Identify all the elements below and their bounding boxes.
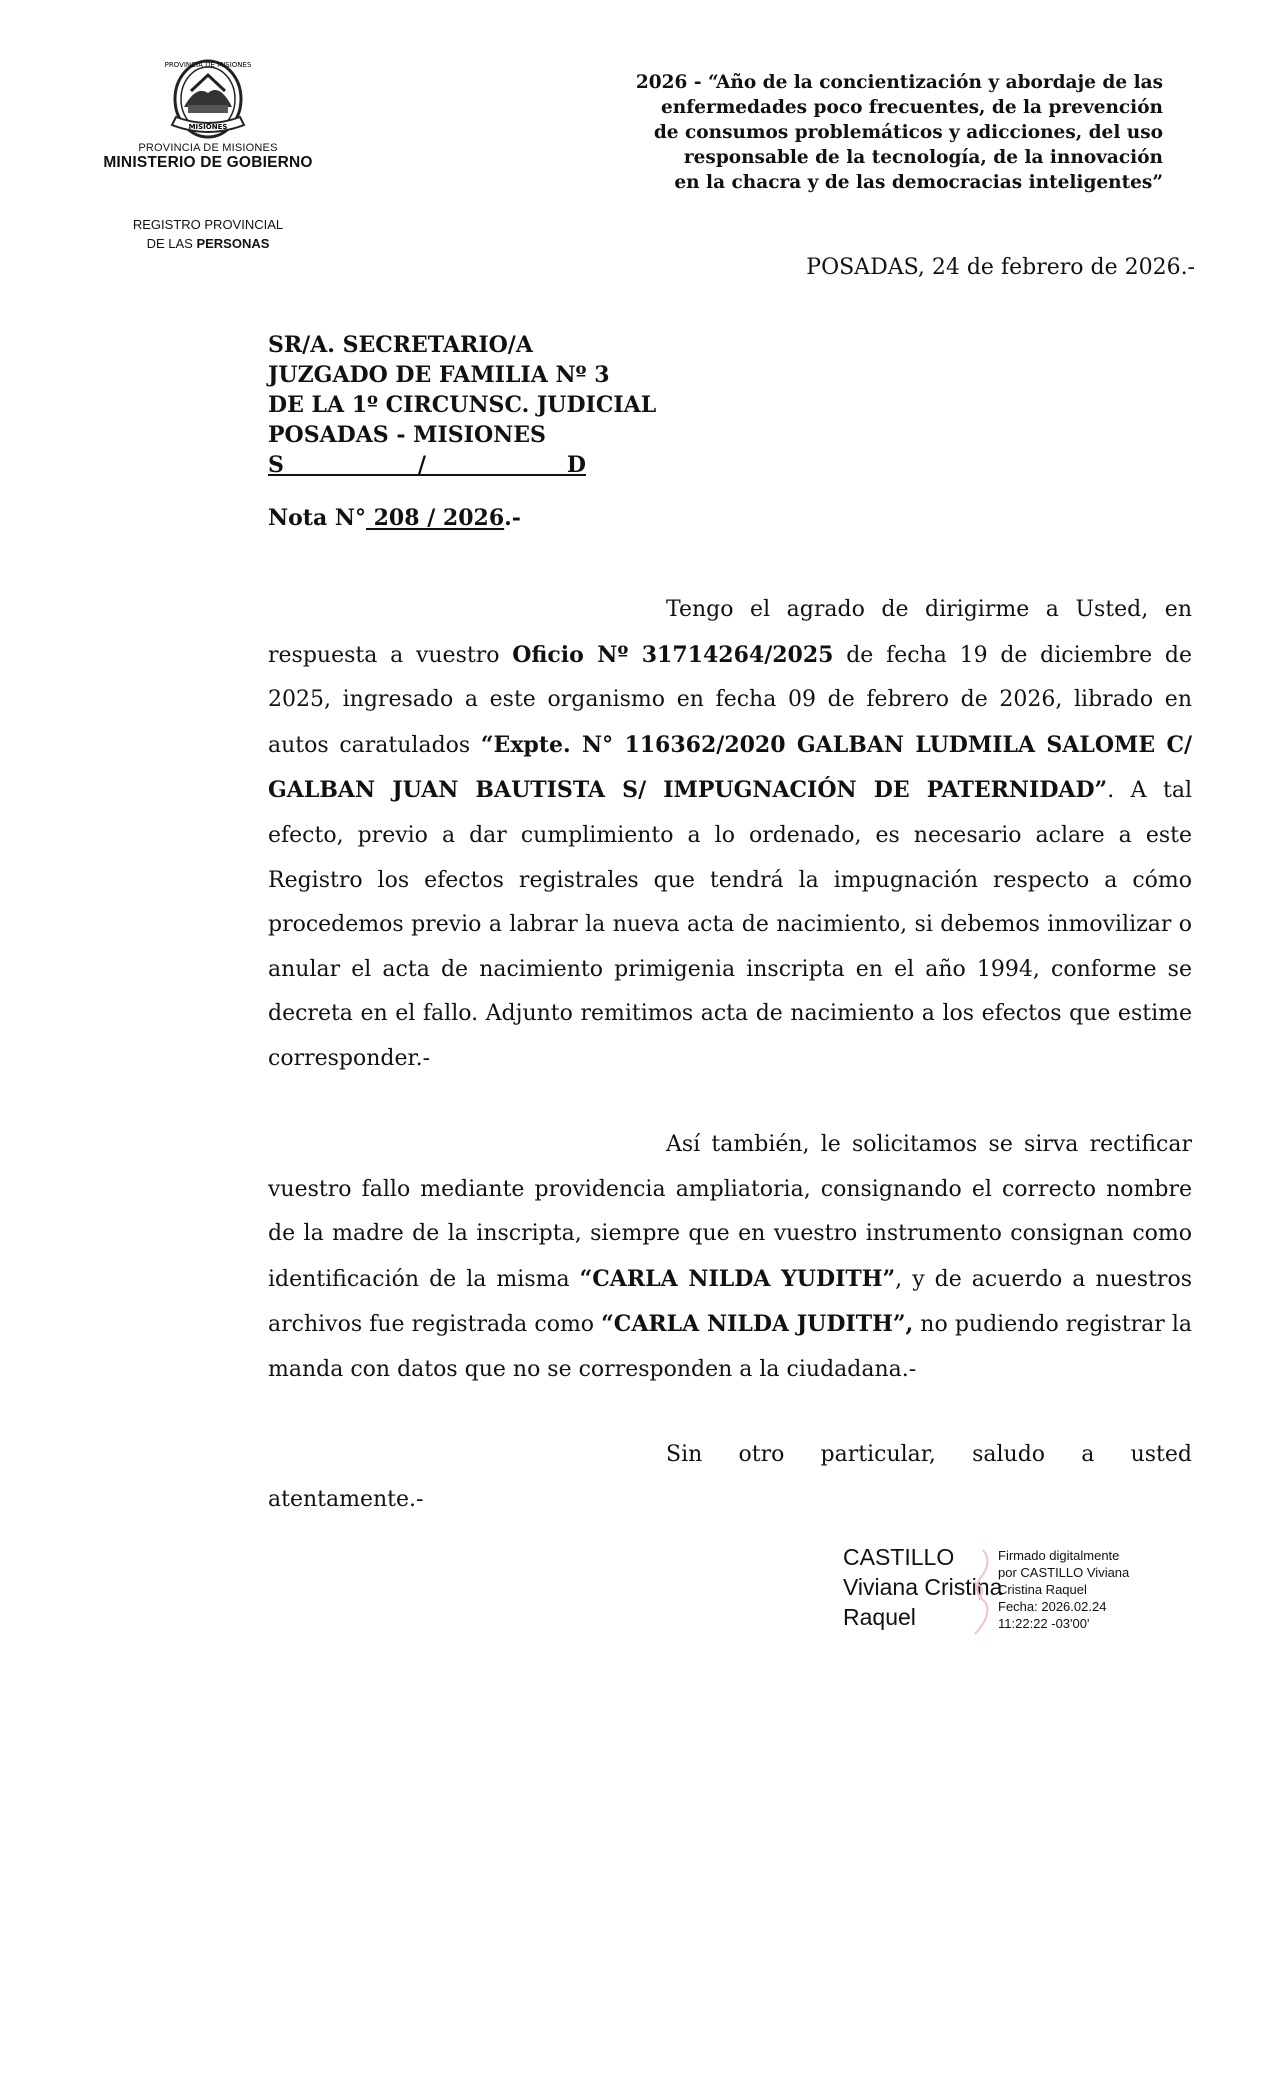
- stamp-line: Cristina Raquel: [998, 1582, 1087, 1597]
- seal-ribbon-text: MISIONES: [188, 123, 228, 131]
- digital-signature: [843, 1542, 1223, 1642]
- closing-text: Sin otro particular, saludo a usted atentamente.-: [268, 1442, 1192, 1512]
- letter-date: POSADAS, 24 de febrero de 2026.-: [806, 255, 1195, 280]
- recipient-line: POSADAS - MISIONES: [268, 422, 546, 448]
- note-suffix: .-: [504, 505, 521, 531]
- recipient-line: JUZGADO DE FAMILIA Nº 3: [268, 362, 610, 388]
- p1-text-3: . A tal efecto, previo a dar cumplimiento a lo ordenado, es necesario aclare a este Registro los efectos registrales que tendrá la impugnación respecto a cómo procedemos previo a labrar la nueva acta de nacimiento, si debemos inmovilizar o anular el acta de nacimiento primigenia inscripta en el año 1994, conforme se decreta en el fallo. Adjunto remitimos acta de nacimiento a los efectos que estime corresponder.-: [268, 778, 1192, 1071]
- paragraph-2: [268, 1123, 1192, 1393]
- stamp-line: Firmado digitalmente: [998, 1548, 1120, 1563]
- year-motto: [563, 70, 1163, 195]
- signer-name-line: CASTILLO: [843, 1544, 955, 1570]
- motto-line: enfermedades poco frecuentes, de la prevención: [661, 97, 1163, 118]
- province-name: PROVINCIA DE MISIONES: [138, 142, 278, 154]
- registry-line-2-prefix: DE LAS: [146, 236, 197, 251]
- registry-line-2: [88, 234, 328, 253]
- p2-text-3: no pudiendo registrar la manda con datos que no se corresponden a la ciudadana.-: [268, 1312, 1192, 1382]
- stamp-line: Fecha: 2026.02.24: [998, 1599, 1107, 1614]
- signature-stamp: [998, 1547, 1129, 1632]
- p2-name-judith: “CARLA NILDA JUDITH”,: [601, 1311, 914, 1338]
- paragraph-1: [268, 588, 1192, 1082]
- signature-mark-icon: [953, 1542, 1003, 1642]
- p1-text-2: de fecha 19 de diciembre de 2025, ingresado a este organismo en fecha 09 de febrero de 2026, librado en autos caratulados: [268, 642, 1192, 758]
- stamp-line: 11:22:22 -03'00': [998, 1616, 1090, 1631]
- p1-case-title: “Expte. N° 116362/2020 GALBAN LUDMILA SALOME C/ GALBAN JUAN BAUTISTA S/ IMPUGNACIÓN DE PATERNIDAD”: [268, 731, 1193, 804]
- note-number: [268, 505, 521, 531]
- motto-line: en la chacra y de las democracias inteligentes”: [674, 172, 1163, 193]
- signer-name-line: Viviana Cristina: [843, 1574, 1003, 1600]
- registry-line-2-bold: PERSONAS: [196, 236, 270, 251]
- note-label: Nota N°: [268, 505, 366, 531]
- p2-text-2: , y de acuerdo a nuestros archivos fue registrada como: [268, 1266, 1192, 1338]
- motto-line: responsable de la tecnología, de la innovación: [683, 147, 1163, 168]
- recipient-block: [268, 330, 656, 480]
- signer-name-line: Raquel: [843, 1604, 916, 1630]
- note-number-value: 208 / 2026: [365, 505, 505, 531]
- paragraph-closing: [268, 1433, 1192, 1522]
- motto-line: de consumos problemáticos y adicciones, del uso: [653, 122, 1163, 143]
- registry-name: [88, 215, 328, 253]
- p2-text-1: Así también, le solicitamos se sirva rectificar vuestro fallo mediante providencia ampliatoria, consignando el correcto nombre de la madre de la inscripta, siempre que en vuestro instrumento consignan como identificación de la misma: [268, 1132, 1192, 1292]
- p1-oficio-number: Oficio Nº 31714264/2025: [512, 641, 834, 668]
- sd-s: S: [268, 452, 284, 478]
- registry-line-1: REGISTRO PROVINCIAL: [132, 217, 284, 232]
- sd-d: D: [566, 452, 586, 478]
- sd-underline: [268, 474, 586, 476]
- p1-text-1: Tengo el agrado de dirigirme a Usted, en respuesta a vuestro: [268, 597, 1192, 668]
- ministry-name: MINISTERIO DE GOBIERNO: [103, 154, 313, 171]
- recipient-line: DE LA 1º CIRCUNSC. JUDICIAL: [268, 392, 657, 418]
- motto-line: 2026 - “Año de la concientización y abordaje de las: [635, 72, 1163, 93]
- stamp-line: por CASTILLO Viviana: [998, 1565, 1130, 1580]
- recipient-line: SR/A. SECRETARIO/A: [268, 332, 533, 358]
- ministry-logo: [88, 55, 328, 172]
- sd-slash: /: [418, 452, 427, 478]
- p2-name-yudith: “CARLA NILDA YUDITH”: [579, 1265, 896, 1292]
- seal-top-text: PROVINCIA DE MISIONES: [164, 61, 252, 69]
- province-seal-icon: [158, 55, 258, 140]
- sd-line: [268, 450, 586, 480]
